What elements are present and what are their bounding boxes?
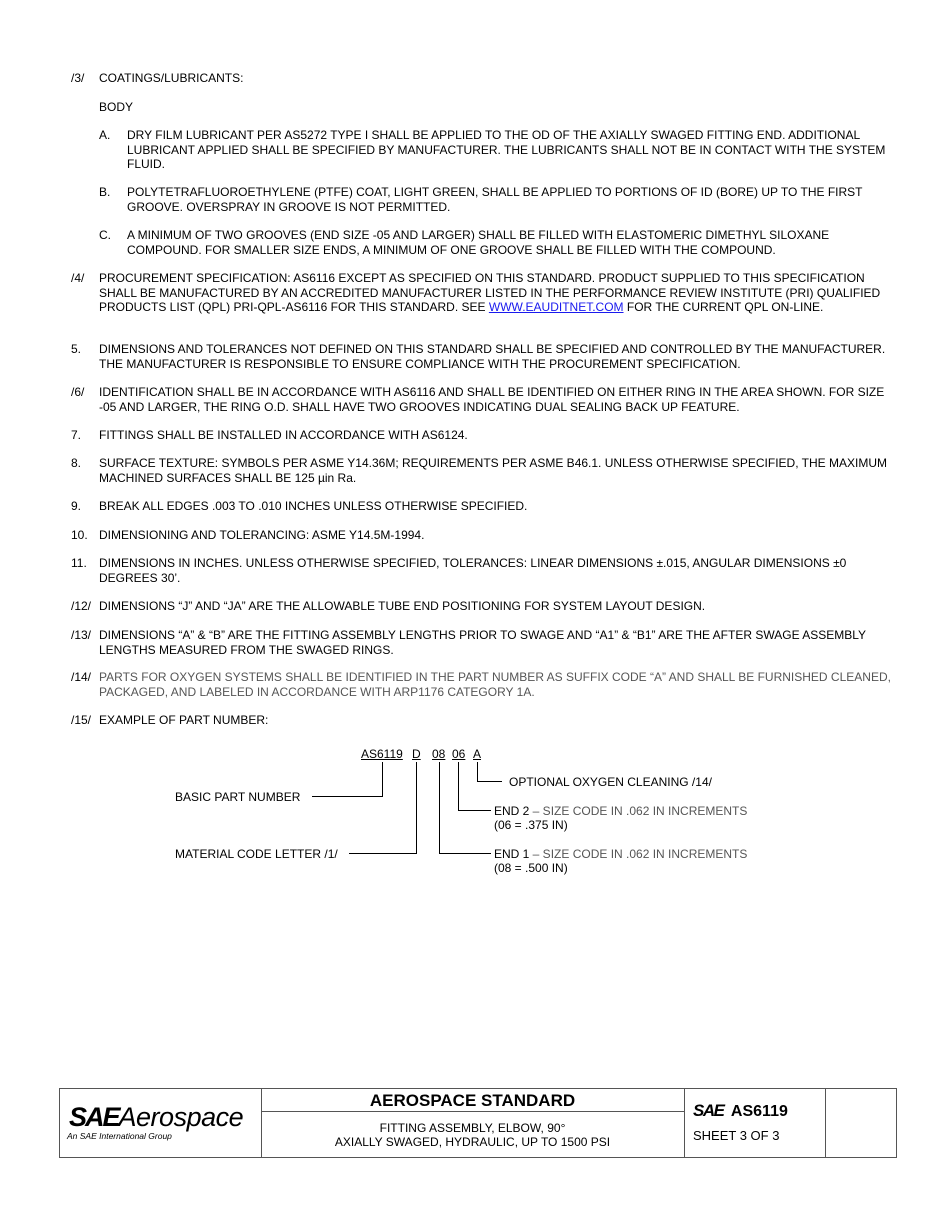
note-text: FITTINGS SHALL BE INSTALLED IN ACCORDANCE WITH AS6124. xyxy=(99,428,468,442)
note-text: PARTS FOR OXYGEN SYSTEMS SHALL BE IDENTIFIED IN THE PART NUMBER AS SUFFIX CODE “A” AND SHALL BE FURNISHED CLEANED, PACKAGED, AND LABELED IN ACCORDANCE WITH ARP1176 CATEGORY 1A. xyxy=(99,670,891,699)
leader-line xyxy=(349,853,417,854)
note-text: IDENTIFICATION SHALL BE IN ACCORDANCE WITH AS6116 AND SHALL BE IDENTIFIED ON EITHER RING IN THE AREA SHOWN. FOR SIZE -05 AND LARGER, THE RING O.D. SHALL HAVE TWO GROOVES INDICATING DUAL SEALING BACK UP FEATURE. xyxy=(99,385,885,414)
label-optional-oxygen: OPTIONAL OXYGEN CLEANING /14/ xyxy=(509,775,712,789)
sub-text: POLYTETRAFLUOROETHYLENE (PTFE) COAT, LIGHT GREEN, SHALL BE APPLIED TO PORTIONS OF ID (BORE) UP TO THE FIRST GROOVE. OVERSPRAY IN GROOVE IS NOT PERMITTED. xyxy=(127,185,863,214)
note-10 xyxy=(71,528,891,543)
pn-suffix: A xyxy=(473,747,482,761)
note-9 xyxy=(71,499,891,514)
note-6 xyxy=(71,385,891,414)
note-15 xyxy=(71,713,891,728)
doc-number-row xyxy=(693,1101,788,1121)
note-number: 8. xyxy=(71,456,82,470)
note-text: DIMENSIONS “A” & “B” ARE THE FITTING ASSEMBLY LENGTHS PRIOR TO SWAGE AND “A1” & “B1” ARE THE AFTER SWAGE ASSEMBLY LENGTHS MEASURED FROM THE SWAGED RINGS. xyxy=(99,628,866,657)
note-number: /13/ xyxy=(71,628,92,642)
label-end1-example: (08 = .500 IN) xyxy=(494,861,568,875)
note-number: /12/ xyxy=(71,599,92,613)
label-end1 xyxy=(494,847,747,861)
sheet-number: SHEET 3 OF 3 xyxy=(693,1128,780,1143)
note-number: /4/ xyxy=(71,271,85,285)
note-text-part: PROCUREMENT SPECIFICATION: AS6116 EXCEPT AS SPECIFIED ON THIS STANDARD. PRODUCT SUPPLIED TO THIS SPECIFICATION SHALL BE MANUFACTURED BY AN ACCREDITED MANUFACTURER LISTED IN THE PERFORMANCE REVIEW INSTITUTE (PRI) QUALIFIED PRODUCTS LIST (QPL) PRI-QPL-AS6116 FOR THIS STANDARD. SEE xyxy=(99,271,881,314)
note-text: DIMENSIONING AND TOLERANCING: ASME Y14.5M-1994. xyxy=(99,528,425,542)
note-number: /14/ xyxy=(71,670,92,684)
note-13 xyxy=(71,628,891,657)
note-3 xyxy=(71,71,891,86)
note-number: 11. xyxy=(71,556,87,570)
note-text xyxy=(99,271,891,315)
label-basic-part-number: BASIC PART NUMBER xyxy=(175,790,301,804)
label-end2-example: (06 = .375 IN) xyxy=(494,818,568,832)
title-cell xyxy=(261,1089,684,1157)
leader-line xyxy=(312,796,383,797)
doc-number-cell xyxy=(685,1089,825,1157)
note-text: DIMENSIONS AND TOLERANCES NOT DEFINED ON THIS STANDARD SHALL BE SPECIFIED AND CONTROLLED BY THE MANUFACTURER. THE MANUFACTURER IS RESPONSIBLE TO ENSURE COMPLIANCE WITH THE PROCUREMENT SPECIFICATION. xyxy=(99,342,886,371)
leader-line xyxy=(477,781,502,782)
note-text: EXAMPLE OF PART NUMBER: xyxy=(99,713,269,727)
note-number: 9. xyxy=(71,499,82,513)
note-number: 10. xyxy=(71,528,88,542)
leader-line xyxy=(458,810,491,811)
note-text: DIMENSIONS IN INCHES. UNLESS OTHERWISE SPECIFIED, TOLERANCES: LINEAR DIMENSIONS ±.015, ANGULAR DIMENSIONS ±0 DEGREES 30’. xyxy=(99,556,847,585)
doc-number: AS6119 xyxy=(730,1103,788,1120)
note-text: SURFACE TEXTURE: SYMBOLS PER ASME Y14.36M; REQUIREMENTS PER ASME B46.1. UNLESS OTHERWISE SPECIFIED, THE MAXIMUM MACHINED SURFACES SHALL BE 125 µin Ra. xyxy=(99,456,887,485)
label-material-code: MATERIAL CODE LETTER /1/ xyxy=(175,847,338,861)
pn-base: AS6119 xyxy=(361,747,403,761)
sub-number: C. xyxy=(99,228,111,242)
note-number: /3/ xyxy=(71,71,85,85)
label-end1-head: END 1 xyxy=(494,847,530,861)
body-label: BODY xyxy=(99,100,134,114)
label-end2-desc: – SIZE CODE IN .062 IN INCREMENTS xyxy=(529,804,748,818)
note-text-part: FOR THE CURRENT QPL ON-LINE. xyxy=(623,300,824,314)
pn-end1: 08 xyxy=(432,747,446,761)
pn-material: D xyxy=(412,747,421,761)
leader-line xyxy=(416,762,417,854)
note-4 xyxy=(71,271,891,315)
note-number: /15/ xyxy=(71,713,92,727)
doc-description-line1: FITTING ASSEMBLY, ELBOW, 90° xyxy=(379,1121,566,1135)
logo-sae: SAE xyxy=(69,1102,119,1132)
logo-wordmark xyxy=(69,1102,243,1133)
sub-number: A. xyxy=(99,128,111,142)
leader-line xyxy=(439,853,491,854)
label-end1-desc: – SIZE CODE IN .062 IN INCREMENTS xyxy=(529,847,748,861)
pn-end2: 06 xyxy=(452,747,466,761)
note-number: 5. xyxy=(71,342,82,356)
logo-aerospace: Aerospace xyxy=(118,1102,244,1132)
revision-cell xyxy=(826,1089,896,1157)
sub-number: B. xyxy=(99,185,111,199)
sae-small-logo: SAE xyxy=(693,1101,724,1120)
note-number: 7. xyxy=(71,428,82,442)
note-text: BREAK ALL EDGES .003 TO .010 INCHES UNLESS OTHERWISE SPECIFIED. xyxy=(99,499,528,513)
note-8 xyxy=(71,456,891,485)
note-11 xyxy=(71,556,891,585)
leader-line xyxy=(382,762,383,797)
sub-text: DRY FILM LUBRICANT PER AS5272 TYPE I SHALL BE APPLIED TO THE OD OF THE AXIALLY SWAGED FITTING END. ADDITIONAL LUBRICANT APPLIED SHALL BE SPECIFIED BY MANUFACTURER. THE LUBRICANTS SHALL NOT BE IN CONTACT WITH THE SYSTEM FLUID. xyxy=(127,128,886,171)
note-3-sub-b xyxy=(99,185,889,214)
note-14 xyxy=(71,670,891,699)
leader-line xyxy=(439,762,440,854)
note-3-sub-a xyxy=(99,128,889,172)
standard-title: AEROSPACE STANDARD xyxy=(369,1091,576,1110)
note-text: COATINGS/LUBRICANTS: xyxy=(99,71,244,85)
note-7 xyxy=(71,428,891,443)
note-5 xyxy=(71,342,891,371)
sae-aerospace-logo xyxy=(60,1089,261,1157)
title-block xyxy=(59,1088,897,1158)
label-end2-head: END 2 xyxy=(494,804,530,818)
note-3-sub-c xyxy=(99,228,889,257)
sub-text: A MINIMUM OF TWO GROOVES (END SIZE -05 AND LARGER) SHALL BE FILLED WITH ELASTOMERIC DIMETHYL SILOXANE COMPOUND. FOR SMALLER SIZE ENDS, A MINIMUM OF ONE GROOVE SHALL BE FILLED WITH THE COMPOUND. xyxy=(127,228,830,257)
logo-tagline: An SAE International Group xyxy=(67,1131,172,1141)
doc-description-line2: AXIALLY SWAGED, HYDRAULIC, UP TO 1500 PSI xyxy=(334,1135,611,1149)
eauditnet-link[interactable]: WWW.EAUDITNET.COM xyxy=(488,300,624,314)
note-number: /6/ xyxy=(71,385,85,399)
label-end2 xyxy=(494,804,747,818)
note-12 xyxy=(71,599,891,614)
leader-line xyxy=(477,762,478,782)
leader-line xyxy=(458,762,459,811)
note-text: DIMENSIONS “J” AND “JA” ARE THE ALLOWABLE TUBE END POSITIONING FOR SYSTEM LAYOUT DESIGN. xyxy=(99,599,706,613)
